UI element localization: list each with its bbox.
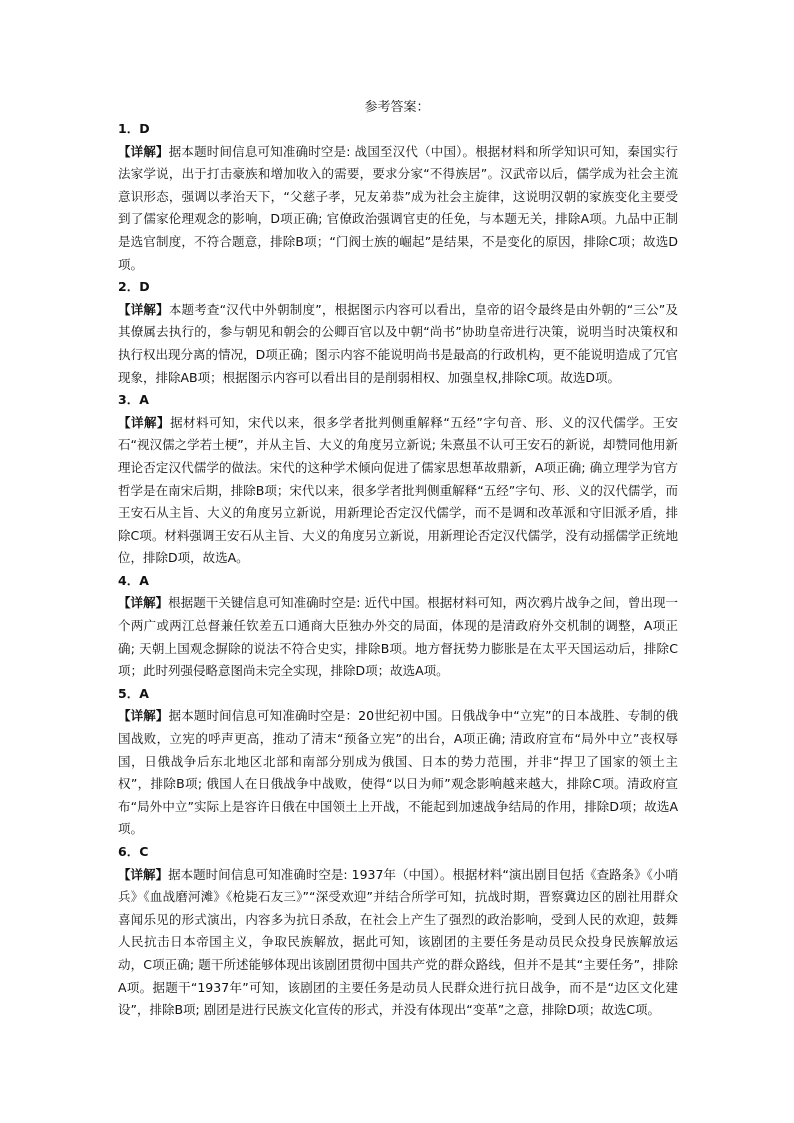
answer-number: 4．A bbox=[118, 572, 149, 588]
explanation-text: 据本题时间信息可知准确时空是: 战国至汉代（中国）。根据材料和所学知识可知，秦国实行法家学说，出于打击豪族和增加收入的需要，要求分家“不得族居”。汉武帝以后，儒学成为社会主流意识形态，强调以孝治天下，“父慈子孝，兄友弟恭”成为社会主旋律，这说明汉朝的家族变化主要受到了儒家伦理观念的影响，D项正确; 官僚政治强调官吏的任免，与本题无关，排除A项。九品中正制是选官制度，不符合题意，排除B项；“门阀士族的崛起”是结果，不是变化的原因，排除C项；故选D项。 bbox=[118, 143, 678, 272]
explanation-text: 根据题干关键信息可知准确时空是: 近代中国。根据材料可知，两次鸦片战争之间，曾出现一个两广或两江总督兼任钦差五口通商大臣独办外交的局面，体现的是清政府外交机制的调整，A项正确; 天朝上国观念摒除的说法不符合史实，排除B项。地方督抚势力膨胀是在太平天国运动后，排除C项；此时列强侵略意图尚未完全实现，排除D项；故选A项。 bbox=[118, 595, 678, 679]
detail-tag: 【详解】 bbox=[118, 595, 169, 611]
explanation-text: 据材料可知，宋代以来，很多学者批判侧重解释“五经”字句音、形、义的汉代儒学。王安石“视汉儒之学若土梗”，并从主旨、大义的角度另立新说; 朱熹虽不认可王安石的新说，却赞同他用新理论否定汉代儒学的做法。宋代的这种学术倾向促进了儒家思想革故鼎新，A项正确; 确立理学为官方哲学是在南宋后期，排除B项；宋代以来，很多学者批判侧重解释“五经”字句、形、义的汉代儒学，而王安石从主旨、大义的角度另立新说，用新理论否定汉代儒学，而不是调和改革派和守旧派矛盾，排除C项。材料强调王安石从主旨、大义的角度另立新说，用新理论否定汉代儒学，没有动摇儒学正统地位，排除D项，故选A。 bbox=[118, 414, 678, 566]
answer-number: 3．A bbox=[118, 392, 149, 408]
detail-tag: 【详解】 bbox=[118, 414, 171, 430]
answer-explanation bbox=[118, 592, 678, 682]
detail-tag: 【详解】 bbox=[118, 301, 169, 317]
answer-number: 6．C bbox=[118, 844, 149, 859]
explanation-text: 本题考查“汉代中外朝制度”，根据图示内容可以看出，皇帝的诏令最终是由外朝的“三公”及其僚属去执行的，参与朝见和朝会的公卿百官以及中朝“尚书”协助皇帝进行决策，说明当时决策权和执行权出现分离的情况，D项正确；图示内容不能说明尚书是最高的行政机构，更不能说明造成了冗官现象，排除AB项；根据图示内容可以看出目的是削弱相权、加强皇权,排除C项。故选D项。 bbox=[118, 301, 678, 385]
answer-explanation bbox=[118, 299, 678, 389]
page-title: 参考答案： bbox=[364, 100, 430, 115]
answer-explanation bbox=[118, 141, 678, 277]
answer-number: 2．D bbox=[118, 279, 150, 295]
explanation-text: 据本题时间信息可知准确时空是: 1937年（中国）。根据材料“演出剧目包括《查路条》《小哨兵》《血战磨河滩》《枪毙石友三》”“深受欢迎”并结合所学可知，抗战时期，晋察冀边区的剧社用群众喜闻乐见的形式演出，内容多为抗日杀敌，在社会上产生了强烈的政治影响，受到人民的欢迎，鼓舞人民抗击日本帝国主义，争取民族解放，据此可知，该剧团的主要任务是动员民众投身民族解放运动，C项正确; 题干所述能够体现出该剧团贯彻中国共产党的群众路线，但并不是其“主要任务”，排除A项。据题干“1937年”可知，该剧团的主要任务是动员人民群众进行抗日战争，而不是“边区文化建设”，排除B项; 剧团是进行民族文化宣传的形式，并没有体现出“变革”之意，排除D项；故选C项。 bbox=[118, 866, 678, 1018]
detail-tag: 【详解】 bbox=[118, 866, 169, 882]
answer-explanation bbox=[118, 412, 678, 570]
answer-explanation bbox=[118, 864, 678, 1022]
explanation-text: 据本题时间信息可知准确时空是：20世纪初中国。日俄战争中“立宪”的日本战胜、专制的俄国战败，立宪的呼声更高，推动了清末“预备立宪”的出台，A项正确; 清政府宣布“局外中立”丧权辱国，日俄战争后东北地区北部和南部分别成为俄国、日本的势力范围，并非“捍卫了国家的领土主权”，排除B项; 俄国人在日俄战争中战败，使得“以日为师”观念影响越来越大，排除C项。清政府宣布“局外中立”实际上是容许日俄在中国领土上开战，不能起到加速战争结局的作用，排除D项；故选A项。 bbox=[118, 708, 678, 837]
detail-tag: 【详解】 bbox=[118, 708, 169, 724]
detail-tag: 【详解】 bbox=[118, 143, 169, 159]
answer-explanation bbox=[118, 705, 678, 841]
answer-list bbox=[118, 118, 678, 1022]
answer-number: 1．D bbox=[118, 121, 150, 136]
answer-number: 5．A bbox=[118, 685, 149, 701]
